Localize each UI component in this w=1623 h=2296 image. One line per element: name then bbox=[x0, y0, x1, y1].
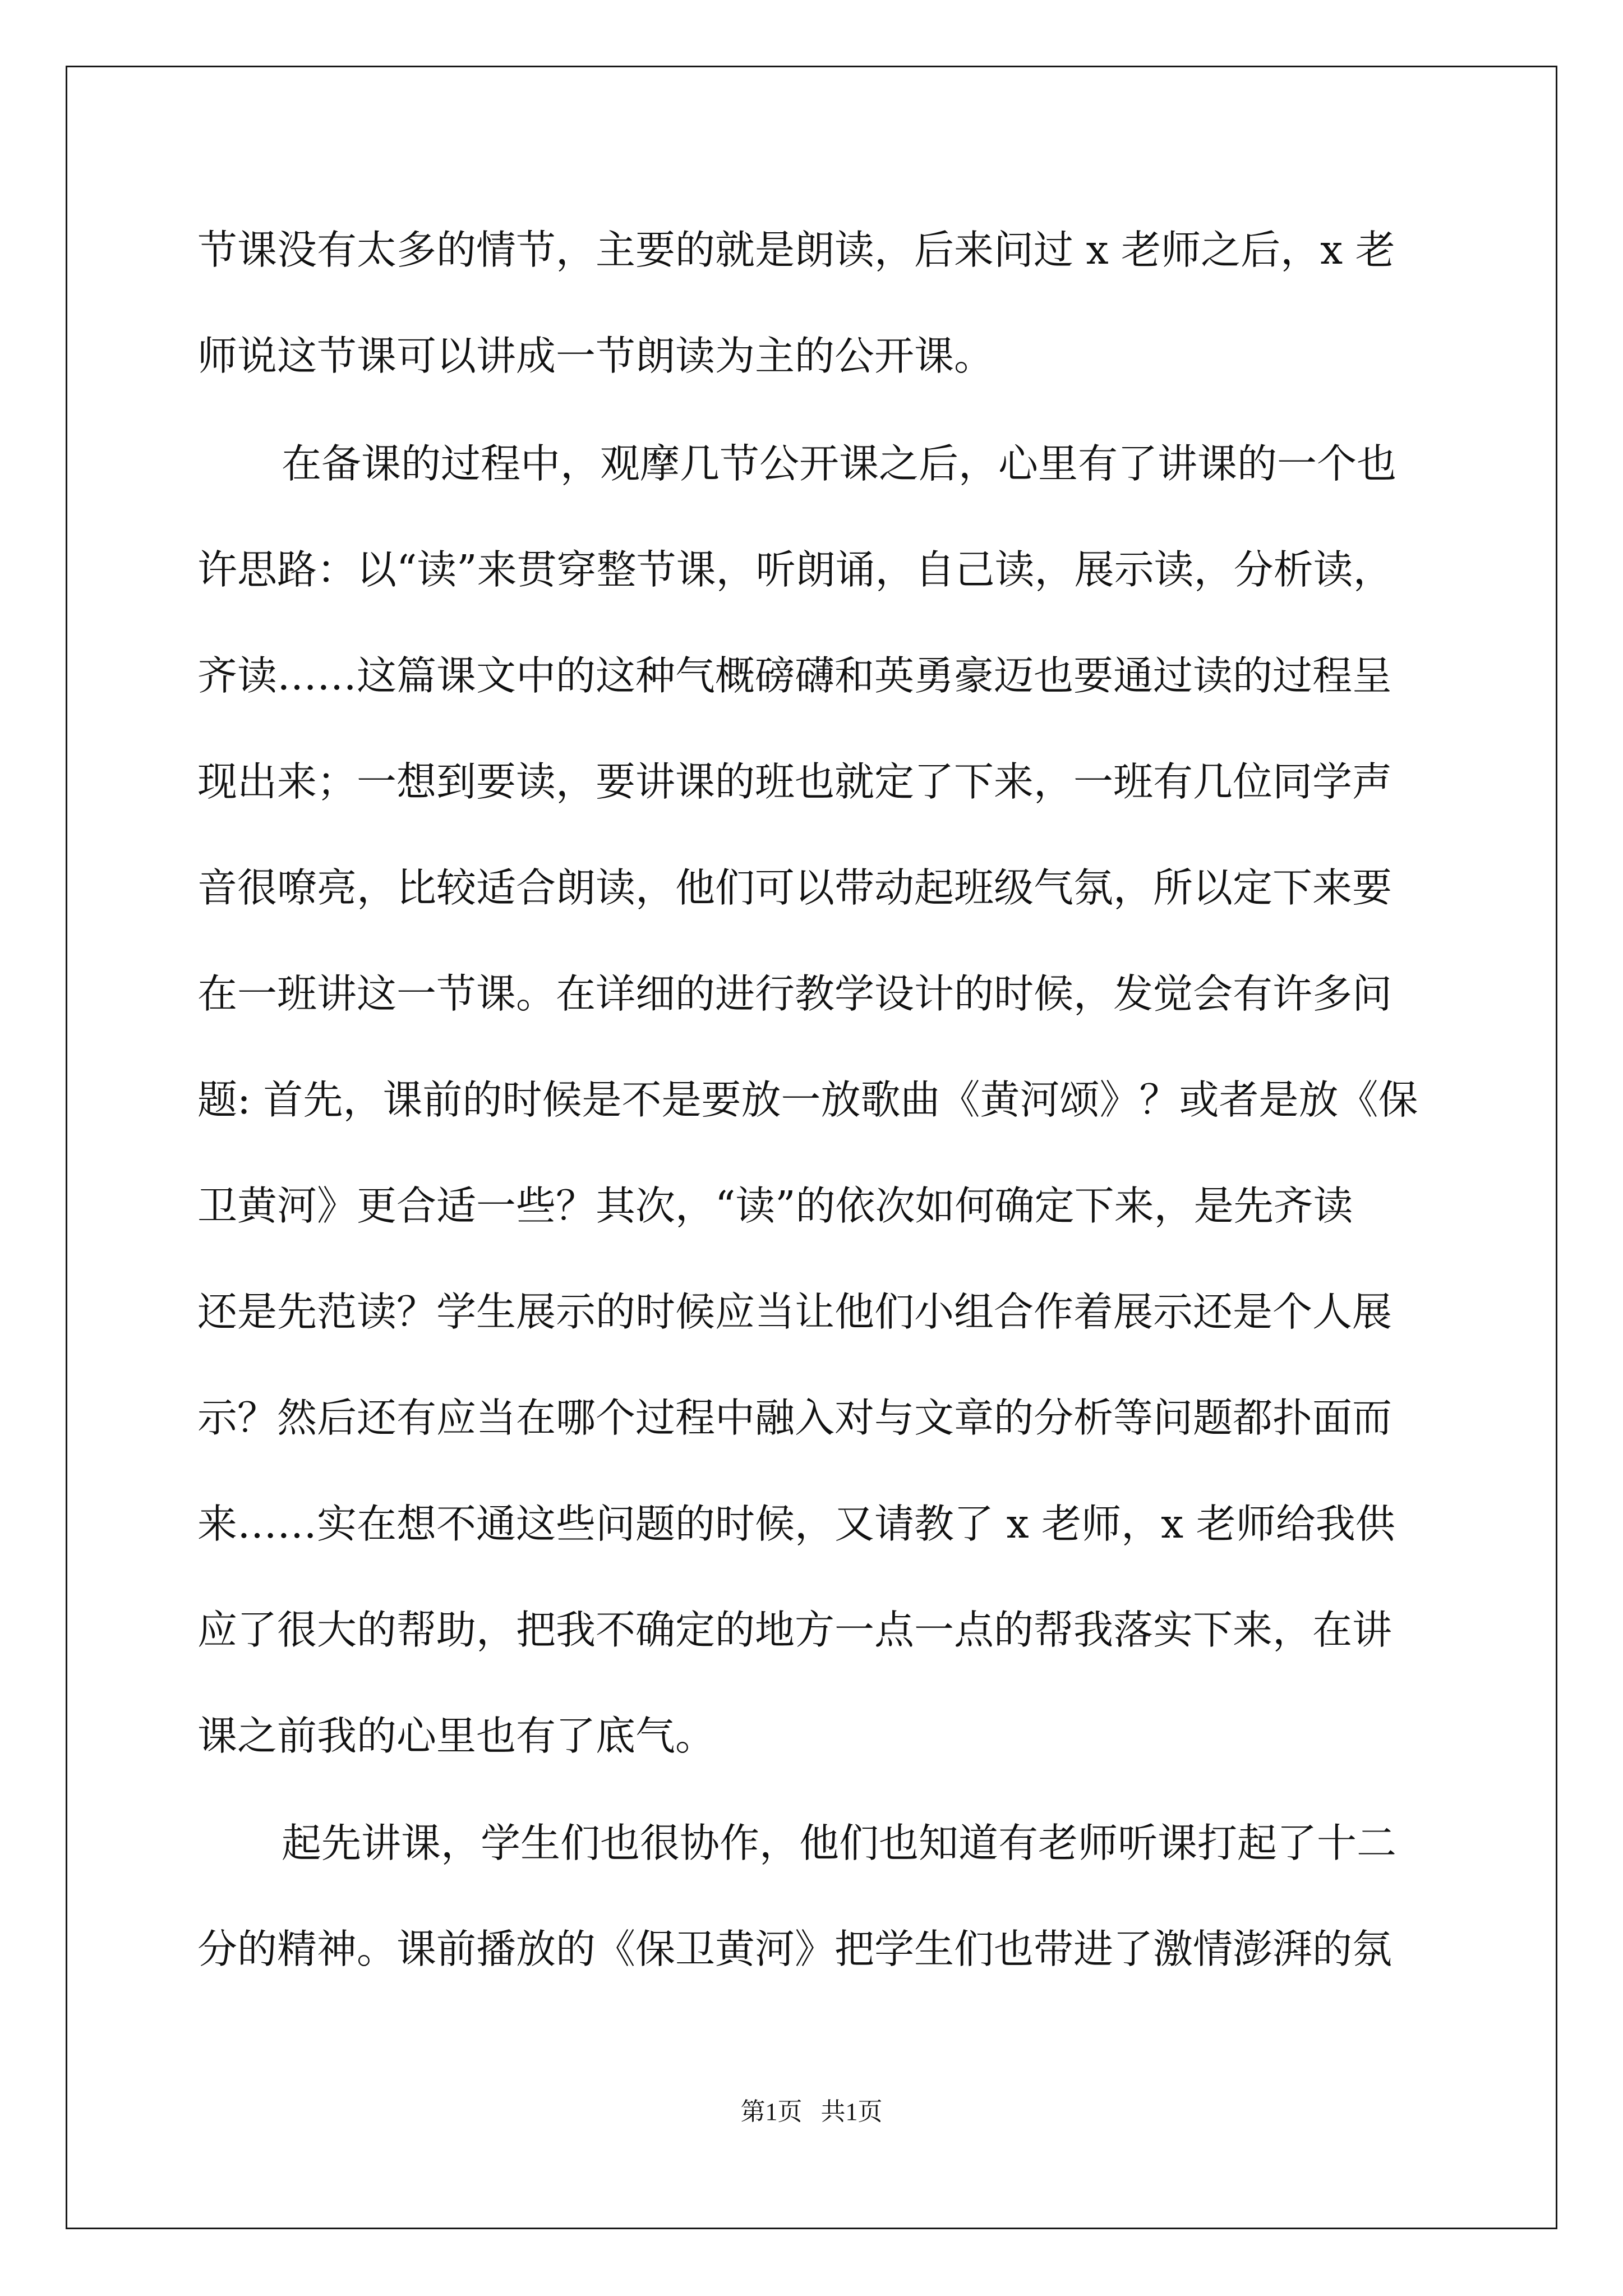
body-line: 分的精神。课前播放的《保卫黄河》把学生们也带进了激情澎湃的氛 bbox=[197, 1926, 1393, 1972]
body-line: 师说这节课可以讲成一节朗读为主的公开课。 bbox=[197, 333, 994, 379]
body-line: 在一班讲这一节课。在详细的进行教学设计的时候，发觉会有许多问 bbox=[197, 970, 1393, 1017]
body-line: 课之前我的心里也有了底气。 bbox=[197, 1713, 716, 1759]
body-line: 现出来；一想到要读，要讲课的班也就定了下来，一班有几位同学声 bbox=[197, 758, 1393, 805]
body-line: 许思路：以“读”来贯穿整节课，听朗诵，自己读，展示读，分析读， bbox=[197, 546, 1393, 593]
body-line: 应了很大的帮助，把我不确定的地方一点一点的帮我落实下来，在讲 bbox=[197, 1607, 1393, 1653]
body-line: 齐读……这篇课文中的这种气概磅礴和英勇豪迈也要通过读的过程呈 bbox=[197, 652, 1393, 699]
body-line: 示？然后还有应当在哪个过程中融入对与文章的分析等问题都扑面而 bbox=[197, 1395, 1393, 1441]
body-line: 节课没有太多的情节，主要的就是朗读，后来问过 x 老师之后，x 老 bbox=[197, 227, 1395, 273]
page-number-footer: 第1页 共1页 bbox=[740, 2098, 883, 2125]
body-line: 题: 首先，课前的时候是不是要放一放歌曲《黄河颂》？或者是放《保 bbox=[197, 1076, 1418, 1123]
body-line: 音很嘹亮，比较适合朗读，他们可以带动起班级气氛，所以定下来要 bbox=[197, 864, 1393, 911]
body-line: 还是先范读？学生展示的时候应当让他们小组合作着展示还是个人展 bbox=[197, 1289, 1393, 1335]
body-line: 来……实在想不通这些问题的时候，又请教了 x 老师，x 老师给我供 bbox=[197, 1501, 1395, 1547]
body-line: 卫黄河》更合适一些？其次，“读”的依次如何确定下来，是先齐读 bbox=[197, 1182, 1353, 1229]
paragraph-first-line: 在备课的过程中，观摩几节公开课之后，心里有了讲课的一个也 bbox=[282, 440, 1397, 487]
paragraph-first-line: 起先讲课，学生们也很协作，他们也知道有老师听课打起了十二 bbox=[282, 1820, 1397, 1866]
